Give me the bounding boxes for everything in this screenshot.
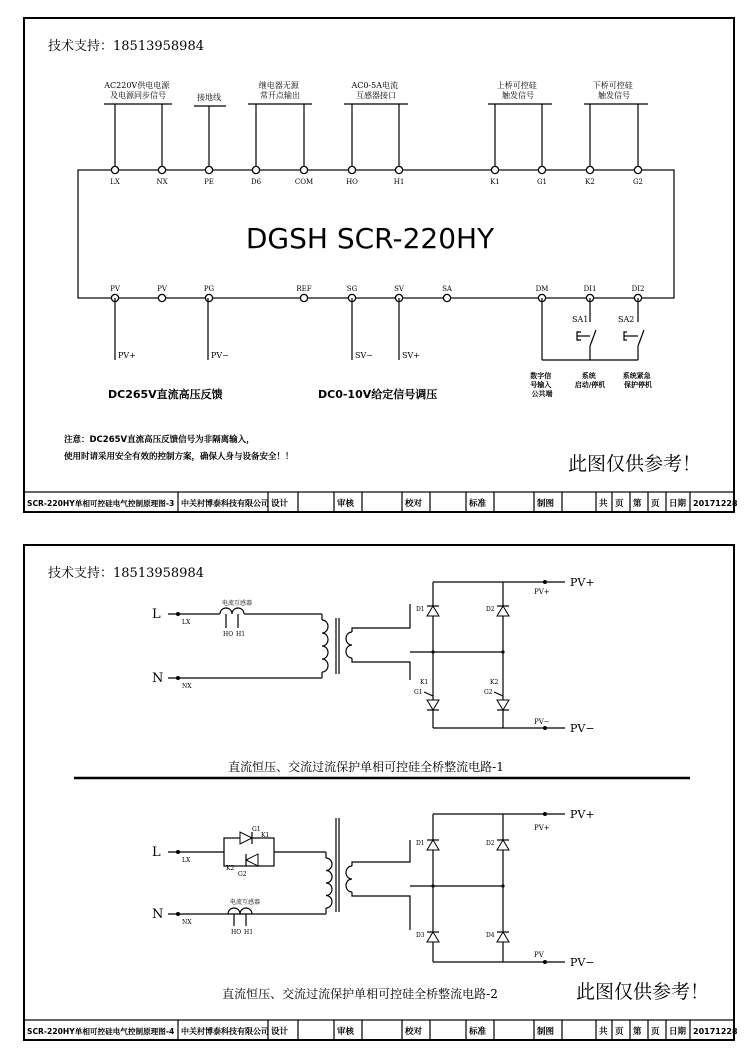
- bottom-pin-label: PV: [157, 285, 167, 293]
- label-lower-scr: 下桥可控硅 触发信号: [592, 81, 633, 100]
- title-block-page: 页: [615, 1027, 624, 1037]
- bottom-pin-label: PG: [203, 285, 215, 293]
- title-block-page2: 页: [651, 499, 660, 509]
- c2-g1: G1: [252, 826, 261, 833]
- wire-sv-plus: SV+: [402, 351, 420, 360]
- c1-transformer-primary-icon: [322, 620, 328, 672]
- terminal-circle-icon: [491, 166, 498, 173]
- terminal-circle-icon: [252, 166, 259, 173]
- note-line-1: 注意：DC265V直流高压反馈信号为非隔离输入，: [64, 435, 255, 445]
- c2-d4: D4: [486, 932, 495, 939]
- title-block-date_label: 日期: [669, 499, 687, 509]
- c1-N: N: [152, 671, 164, 686]
- c1-transformer-secondary-icon: [346, 632, 352, 658]
- wire-pv-plus: PV+: [118, 351, 136, 360]
- title-block-proof: 校对: [405, 499, 423, 509]
- c2-diode-d4-icon: [497, 932, 509, 942]
- c2-g2: G2: [238, 871, 247, 878]
- terminal-circle-icon: [205, 166, 212, 173]
- title-block-draw: 制图: [537, 1027, 555, 1037]
- bottom-wires: [115, 298, 420, 360]
- c2-transformer-secondary-icon: [346, 866, 352, 892]
- top-pin-label: COM: [294, 178, 314, 186]
- sheet-2-border: [24, 545, 734, 1040]
- c2-pv-plus-small: PV+: [534, 824, 550, 832]
- title-block-standard: 标准: [469, 1027, 487, 1037]
- c1-d1: D1: [416, 606, 425, 613]
- label-ac220v: AC220V供电电源 及电源同步信号: [104, 81, 170, 100]
- c1-k2: K2: [490, 679, 499, 686]
- c1-g1: G1: [414, 689, 423, 696]
- c1-diode-d1-icon: [427, 606, 439, 616]
- terminal-circle-icon: [443, 294, 450, 301]
- bottom-pins: [110, 285, 644, 302]
- c1-scr-1-icon: [424, 692, 439, 710]
- circuit-2: [152, 808, 595, 1001]
- circuit-1: [152, 576, 595, 774]
- c2-k2: K2: [226, 865, 235, 872]
- c1-pv-plus-small: PV+: [534, 588, 550, 596]
- bottom-pin-label: PV: [110, 285, 120, 293]
- di-switches: [542, 298, 644, 360]
- top-pin-label: G1: [536, 178, 548, 186]
- top-pin-label: H1: [393, 178, 405, 186]
- sa2-label: SA2: [618, 315, 635, 324]
- c1-caption: 直流恒压、交流过流保护单相可控硅全桥整流电路-1: [228, 760, 504, 774]
- c2-diode-d2-icon: [497, 840, 509, 850]
- title-block-date: 20171228: [693, 499, 738, 508]
- label-di-common: 数字信 号输入 公共端: [530, 372, 553, 398]
- note-line-2: 使用时请采用安全有效的控制方案，确保人身与设备安全！！: [64, 452, 294, 462]
- terminal-circle-icon: [586, 166, 593, 173]
- top-pin-label: D6: [250, 178, 262, 186]
- c1-lx: LX: [182, 619, 191, 626]
- title-block-proof: 校对: [405, 1027, 423, 1037]
- c1-k1: K1: [420, 679, 429, 686]
- title-block-design: 设计: [271, 1027, 289, 1037]
- wire-sv-minus: SV−: [355, 351, 373, 360]
- top-pin-label: K1: [490, 178, 500, 186]
- title-block-no: 第: [633, 1027, 642, 1037]
- title-block-company: 中关村博泰科技有限公司: [181, 1027, 269, 1036]
- label-ground: 接地线: [197, 93, 221, 102]
- title-block-standard: 标准: [469, 499, 487, 509]
- title-block-2: [24, 1020, 738, 1040]
- label-ct: AC0-5A电流 互感器接口: [351, 81, 399, 100]
- c2-transformer-primary-icon: [326, 858, 332, 908]
- title-block-name: SCR-220HY单相可控硅电气控制原理图-4: [27, 1027, 175, 1036]
- c2-caption: 直流恒压、交流过流保护单相可控硅全桥整流电路-2: [222, 987, 498, 1001]
- c2-pv-minus-small: PV: [534, 951, 544, 959]
- terminal-circle-icon: [158, 294, 165, 301]
- c1-ho: HO: [223, 631, 234, 638]
- c1-h1: H1: [236, 631, 246, 638]
- terminal-circle-icon: [158, 166, 165, 173]
- support-phone: 技术支持：18513958984: [48, 39, 204, 54]
- bottom-pin-label: SV: [394, 285, 404, 293]
- sa1-label: SA1: [572, 315, 589, 324]
- c2-scr-forward-icon: [240, 832, 252, 844]
- c2-diode-d3-icon: [427, 932, 439, 942]
- bottom-pin-label: DM: [535, 285, 549, 293]
- top-pin-label: G2: [632, 178, 644, 186]
- title-block-name: SCR-220HY单相可控硅电气控制原理图-3: [27, 499, 175, 508]
- title-block-total: 共: [599, 499, 608, 509]
- title-block-draw: 制图: [537, 499, 555, 509]
- reference-only-note: 此图仅供参考！: [568, 453, 702, 475]
- terminal-circle-icon: [111, 166, 118, 173]
- terminal-circle-icon: [348, 166, 355, 173]
- c2-N: N: [152, 907, 164, 922]
- wire-pv-minus: PV−: [211, 351, 229, 360]
- terminal-circle-icon: [634, 166, 641, 173]
- top-pins: [110, 104, 643, 186]
- c2-L: L: [152, 845, 161, 860]
- terminal-circle-icon: [300, 294, 307, 301]
- c2-scr-reverse-icon: [246, 854, 258, 866]
- label-emergency-stop: 系统紧急 保护停机: [622, 372, 652, 389]
- c1-pv-plus: PV+: [570, 576, 595, 589]
- c1-L: L: [152, 607, 161, 622]
- c1-ct-coil-icon: [220, 608, 244, 614]
- c2-nx: NX: [182, 919, 192, 926]
- c2-d3: D3: [416, 932, 425, 939]
- support-phone-2: 技术支持：18513958984: [48, 566, 204, 581]
- top-labels: [103, 80, 648, 106]
- c1-scr-2-icon: [494, 692, 509, 710]
- c2-ct-coil-icon: [228, 908, 252, 914]
- c2-ho: HO: [231, 929, 242, 936]
- c1-d2: D2: [486, 606, 495, 613]
- c1-g2: G2: [484, 689, 493, 696]
- title-block-review: 审核: [337, 499, 355, 509]
- c1-diode-d2-icon: [497, 606, 509, 616]
- title-block-page2: 页: [651, 1027, 660, 1037]
- c2-d1: D1: [416, 840, 425, 847]
- title-block-page: 页: [615, 499, 624, 509]
- bottom-pin-label: DI2: [631, 285, 645, 293]
- title-block-date_label: 日期: [669, 1027, 687, 1037]
- title-block-review: 审核: [337, 1027, 355, 1037]
- c2-diode-d1-icon: [427, 840, 439, 850]
- bottom-pin-label: REF: [296, 285, 312, 293]
- c2-pv-minus: PV−: [570, 956, 595, 969]
- c1-nx: NX: [182, 683, 192, 690]
- c2-h1: H1: [244, 929, 254, 936]
- terminal-circle-icon: [300, 166, 307, 173]
- top-pin-label: PE: [204, 178, 214, 186]
- label-upper-scr: 上桥可控硅 触发信号: [496, 81, 537, 100]
- title-block-company: 中关村博泰科技有限公司: [181, 499, 269, 508]
- label-dc265v-feedback: DC265V直流高压反馈: [108, 388, 223, 401]
- terminal-circle-icon: [538, 166, 545, 173]
- bottom-pin-label: SG: [346, 285, 358, 293]
- title-block-design: 设计: [271, 499, 289, 509]
- c2-pv-plus: PV+: [570, 808, 595, 821]
- c2-lx: LX: [182, 857, 191, 864]
- controller-title: DGSH SCR-220HY: [245, 222, 495, 255]
- title-block-total: 共: [599, 1027, 608, 1037]
- label-system-start: 系统 启动/停机: [574, 372, 606, 389]
- top-pin-label: NX: [156, 178, 168, 186]
- title-block-date: 20171228: [693, 1027, 738, 1036]
- bottom-pin-label: SA: [442, 285, 452, 293]
- label-relay: 继电器无源 常开点输出: [258, 81, 300, 100]
- c1-pv-minus-small: PV−: [534, 718, 550, 726]
- c1-ct-label: 电流互感器: [222, 600, 253, 607]
- c2-k1: K1: [261, 832, 270, 839]
- terminal-circle-icon: [395, 166, 402, 173]
- top-pin-label: LX: [110, 178, 120, 186]
- sheet-1: [24, 18, 738, 512]
- sheet-2: [24, 545, 738, 1040]
- c1-pv-minus: PV−: [570, 722, 595, 735]
- title-block-no: 第: [633, 499, 642, 509]
- c2-ct-label: 电流互感器: [230, 899, 261, 906]
- top-pin-label: HO: [346, 178, 358, 186]
- terminal-circle-icon: [205, 294, 212, 301]
- c2-d2: D2: [486, 840, 495, 847]
- bottom-pin-label: DI1: [583, 285, 597, 293]
- label-dc0-10v-setpoint: DC0-10V给定信号调压: [318, 388, 438, 401]
- reference-only-note-2: 此图仅供参考！: [576, 981, 710, 1003]
- top-pin-label: K2: [585, 178, 595, 186]
- title-block-1: [24, 492, 738, 512]
